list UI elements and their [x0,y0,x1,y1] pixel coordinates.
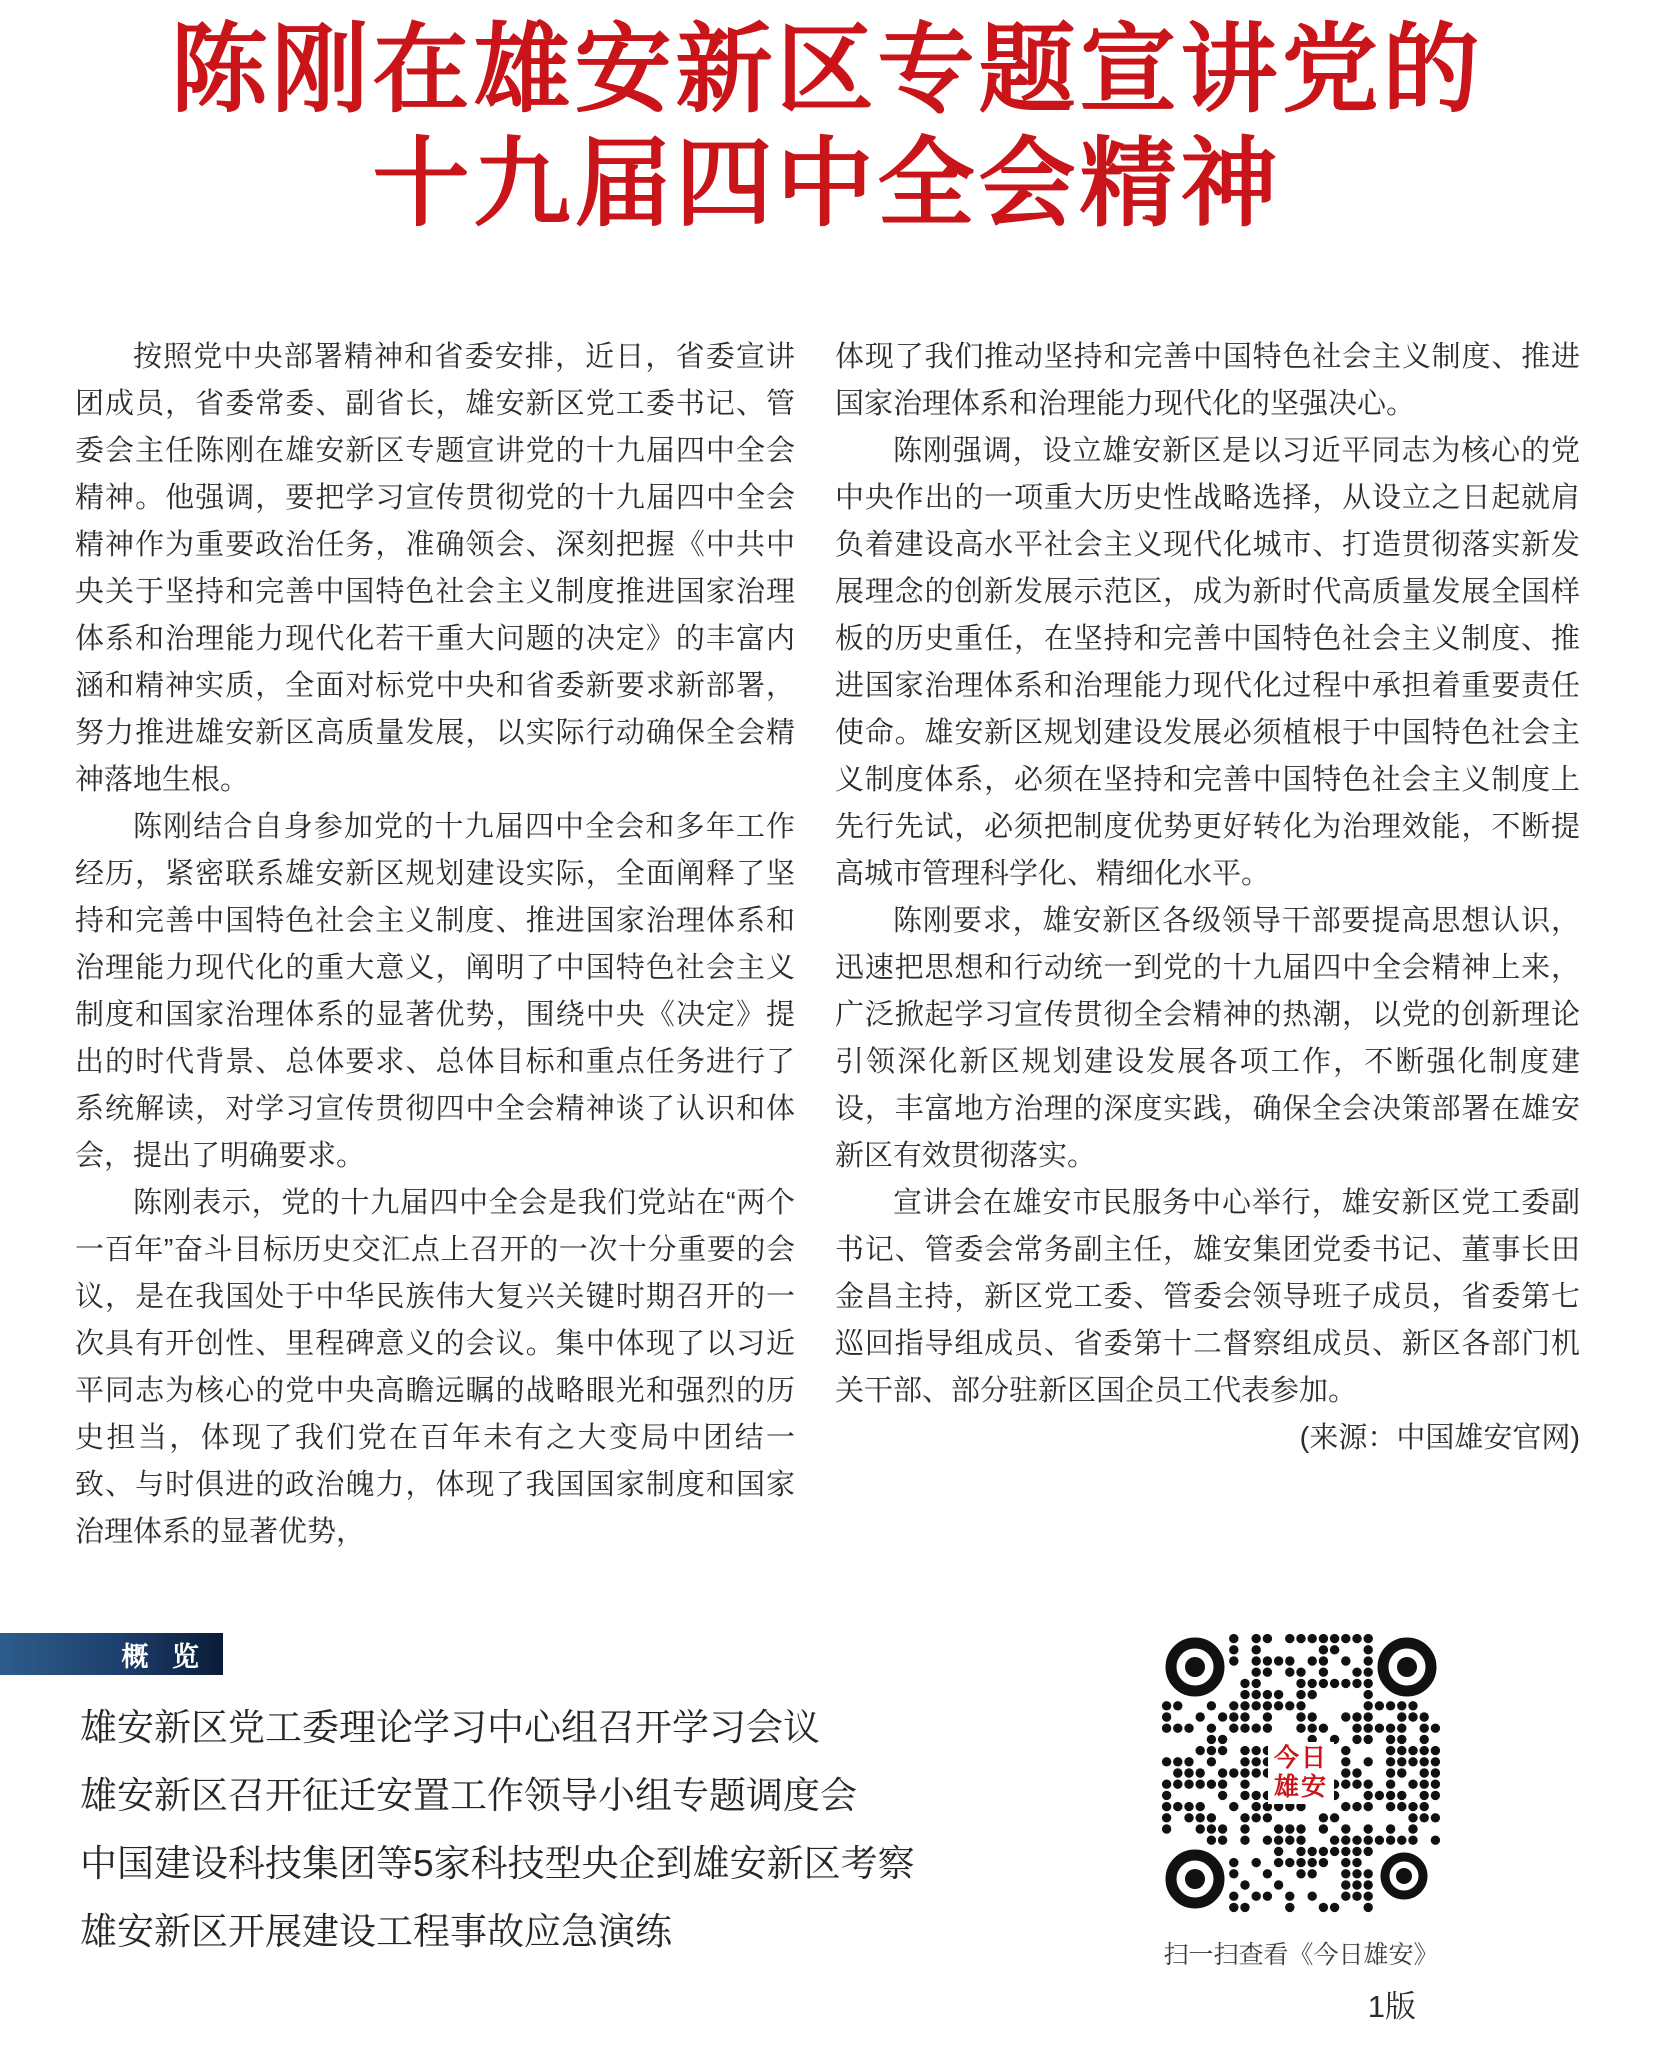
overview-label: 概 览 [121,1641,207,1672]
article-column-right [835,334,1580,1556]
article-column-left [75,334,795,1556]
overview-section-bar [0,1633,223,1675]
headline-item-1: 雄安新区党工委理论学习中心组召开学习会议 [80,1707,820,1748]
qr-finder-bottom-right [1385,1857,1423,1895]
paragraph-4: 陈刚强调，设立雄安新区是以习近平同志为核心的党中央作出的一项重大历史性战略选择，从设立之日起就肩负着建设高水平社会主义现代化城市、打造贯彻落实新发展理念的创新发展示范区，成为新时代高质量发展全国样板的历史重任，在坚持和完善中国特色社会主义制度、推进国家治理体系和治理能力现代化过程中承担着重要责任使命。雄安新区规划建设发展必须植根于中国特色社会主义制度体系，必须在坚持和完善中国特色社会主义制度上先行先试，必须把制度优势更好转化为治理效能，不断提高城市管理科学化、精细化水平。 [835,435,1580,890]
headline-item-4: 雄安新区开展建设工程事故应急演练 [80,1911,672,1952]
qr-finder-top-left [1171,1643,1219,1691]
title-line-2: 十九届四中全会精神 [372,131,1282,238]
paragraph-5: 陈刚要求，雄安新区各级领导干部要提高思想认识，迅速把思想和行动统一到党的十九届四中全会精神上来，广泛掀起学习宣传贯彻全会精神的热潮，以党的创新理论引领深化新区规划建设发展各项工作，不断强化制度建设，丰富地方治理的深度实践，确保全会决策部署在雄安新区有效贯彻落实。 [835,905,1580,1172]
qr-block [1156,1633,1446,2026]
qr-code [1161,1633,1441,1913]
paragraph-2: 陈刚结合自身参加党的十九届四中全会和多年工作经历，紧密联系雄安新区规划建设实际，全面阐释了坚持和完善中国特色社会主义制度、推进国家治理体系和治理能力现代化的重大意义，阐明了中国特色社会主义制度和国家治理体系的显著优势，围绕中央《决定》提出的时代背景、总体要求、总体目标和重点任务进行了系统解读，对学习宣传贯彻四中全会精神谈了认识和体会，提出了明确要求。 [75,811,795,1172]
qr-center-logo: 今日雄安 [1268,1742,1334,1804]
paragraph-6: 宣讲会在雄安市民服务中心举行，雄安新区党工委副书记、管委会常务副主任，雄安集团党委书记、董事长田金昌主持，新区党工委、管委会领导班子成员，省委第七巡回指导组成员、省委第十二督察组成员、新区各部门机关干部、部分驻新区国企员工代表参加。 [835,1187,1580,1407]
qr-caption: 扫一扫查看《今日雄安》 [1163,1941,1439,1969]
headline-item-3: 中国建设科技集团等5家科技型央企到雄安新区考察 [80,1843,915,1884]
page-number: 1版 [1367,1989,1416,2024]
qr-finder-bottom-left [1171,1855,1219,1903]
paragraph-1: 按照党中央部署精神和省委安排，近日，省委宣讲团成员，省委常委、副省长，雄安新区党工委书记、管委会主任陈刚在雄安新区专题宣讲党的十九届四中全会精神。他强调，要把学习宣传贯彻党的十九届四中全会精神作为重要政治任务，准确领会、深刻把握《中共中央关于坚持和完善中国特色社会主义制度推进国家治理体系和治理能力现代化若干重大问题的决定》的丰富内涵和精神实质，全面对标党中央和省委新要求新部署，努力推进雄安新区高质量发展，以实际行动确保全会精神落地生根。 [75,341,795,796]
qr-finder-top-right [1383,1643,1431,1691]
article-title [0,14,1654,242]
source-credit: (来源：中国雄安官网) [1299,1422,1580,1454]
paragraph-3-continued: 体现了我们推动坚持和完善中国特色社会主义制度、推进国家治理体系和治理能力现代化的坚强决心。 [835,341,1580,420]
title-line-1: 陈刚在雄安新区专题宣讲党的 [170,17,1484,124]
overview-headlines [80,1694,915,1966]
headline-item-2: 雄安新区召开征迁安置工作领导小组专题调度会 [80,1775,857,1816]
paragraph-3: 陈刚表示，党的十九届四中全会是我们党站在“两个一百年”奋斗目标历史交汇点上召开的一次十分重要的会议，是在我国处于中华民族伟大复兴关键时期召开的一次具有开创性、里程碑意义的会议。集中体现了以习近平同志为核心的党中央高瞻远瞩的战略眼光和强烈的历史担当，体现了我们党在百年未有之大变局中团结一致、与时俱进的政治魄力，体现了我国国家制度和国家治理体系的显著优势， [75,1187,795,1548]
article-body [75,334,1580,1556]
